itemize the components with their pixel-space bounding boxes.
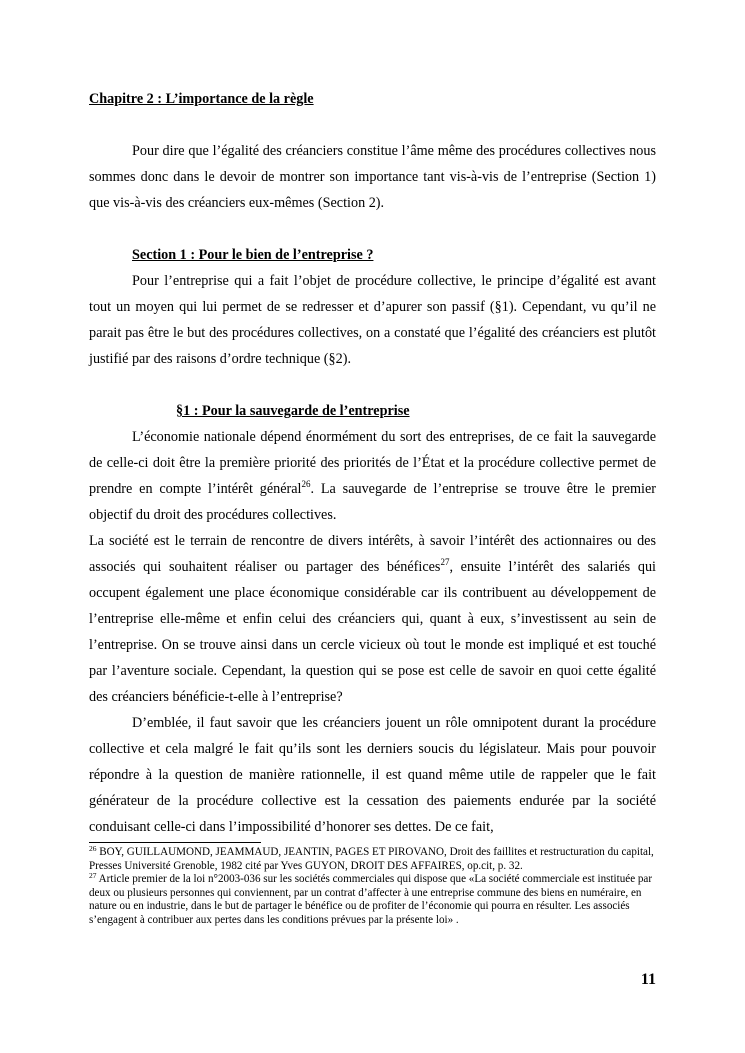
footnote-26 (89, 846, 656, 873)
paragraph-society-text-b: , ensuite l’intérêt des salariés qui occupent également une place économique considérable car ils contribuent au développement de l’entreprise elle-même et enfin celui des créanciers qui, quant à eux, s’investissent au sein de l’entreprise. On se trouve ainsi dans un cercle vicieux où tout le monde est impliqué et est touché par l’aventure sociale. Cependant, la question qui se pose est celle de savoir en quoi cette égalité des créanciers bénéficie-t-elle à l’entreprise? (89, 559, 656, 705)
chapter-title: Chapitre 2 : L’importance de la règle (89, 91, 314, 107)
paragraph-economy (89, 424, 656, 528)
body-text (89, 86, 656, 840)
paragraph-economy-text-b: . La sauvegarde de l’entreprise se trouve être le premier objectif du droit des procédures collectives. (89, 481, 656, 523)
paragraph-society (89, 528, 656, 710)
footnote-separator (89, 842, 261, 843)
section-1-paragraph: Pour l’entreprise qui a fait l’objet de procédure collective, le principe d’égalité est avant tout un moyen qui lui permet de se redresser et d’apurer son passif (§1). Cependant, vu qu’il ne parait pas être le but des procédures collectives, on a constaté que l’égalité des créanciers est plutôt justifié par des raisons d’ordre technique (§2). (89, 273, 656, 367)
footnote-ref-27[interactable]: 27 (440, 557, 450, 567)
footnotes (89, 846, 656, 928)
footnote-text: BOY, GUILLAUMOND, JEAMMAUD, JEANTIN, PAGES ET PIROVANO, Droit des faillites et restructuration du capital, Presses Université Grenoble, 1982 cité par Yves GUYON, DROIT DES AFFAIRES, op.cit, p. 32. (89, 846, 654, 872)
footnote-ref-26[interactable]: 26 (301, 479, 311, 489)
subsection-1-title: §1 : Pour la sauvegarde de l’entreprise (176, 403, 410, 419)
footnote-number: 26 (89, 844, 97, 853)
paragraph-economy-text-a: L’économie nationale dépend énormément du sort des entreprises, de ce fait la sauvegarde de celle-ci doit être la première priorité des priorités de l’État et la procédure collective permet de prendre en compte l’intérêt général (89, 429, 656, 497)
paragraph-society-text-a: La société est le terrain de rencontre de divers intérêts, à savoir l’intérêt des actionnaires ou des associés qui souhaitent réaliser ou partager des bénéfices (89, 533, 656, 575)
footnote-text: Article premier de la loi n°2003-036 sur les sociétés commerciales qui dispose que «La société commerciale est instituée par deux ou plusieurs personnes qui conviennent, par un contrat d’affecter à une entreprise commune des biens en numéraire, en nature ou en industrie, dans le but de partager le bénéfice ou de profiter de l’économie qui pourra en résulter. Les associés s’engagent à contribuer aux pertes dans les conditions prévues par la présente loi» . (89, 873, 653, 926)
intro-paragraph: Pour dire que l’égalité des créanciers constitue l’âme même des procédures collectives nous sommes donc dans le devoir de montrer son importance tant vis-à-vis de l’entreprise (Section 1) que vis-à-vis des créanciers eux-mêmes (Section 2). (89, 143, 656, 211)
paragraph-creditors: D’emblée, il faut savoir que les créanciers jouent un rôle omnipotent durant la procédure collective et cela malgré le fait qu’ils sont les derniers soucis du législateur. Mais pour pouvoir répondre à la question de manière rationnelle, il est quand même utile de rappeler que le fait générateur de la procédure collective est la cessation des paiements endurée par la société conduisant celle-ci dans l’impossibilité d’honorer ses dettes. De ce fait, (89, 715, 656, 835)
page-number: 11 (640, 971, 656, 988)
footnote-27 (89, 873, 656, 927)
section-1-title: Section 1 : Pour le bien de l’entreprise ? (132, 247, 374, 263)
footnote-number: 27 (89, 871, 97, 881)
